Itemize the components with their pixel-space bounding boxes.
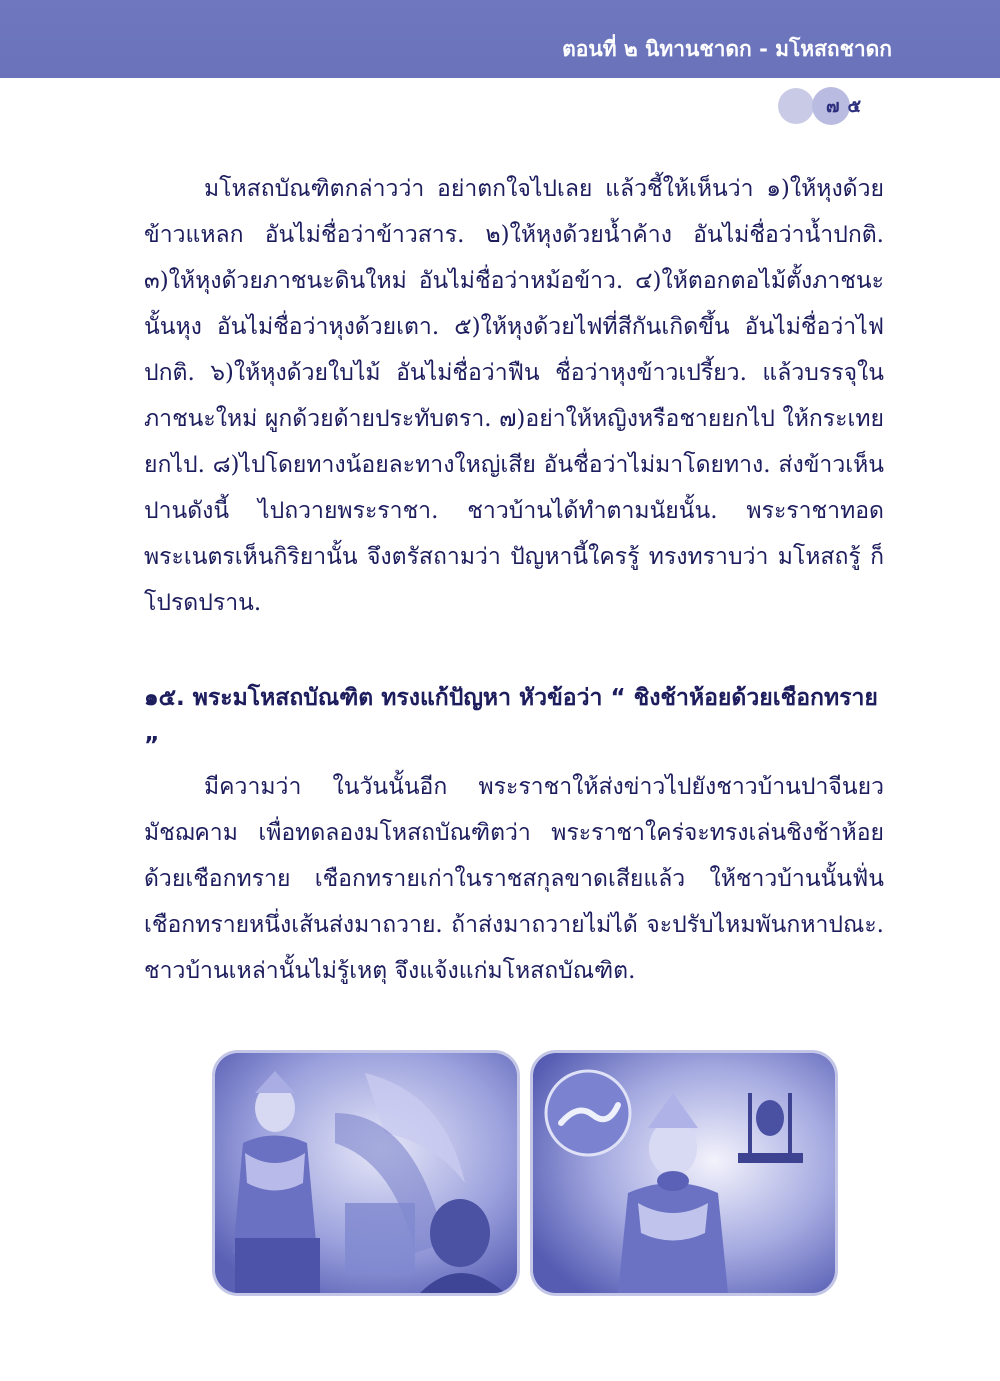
paragraph-2 <box>144 764 884 994</box>
section-heading: ๑๕. พระมโหสถบัณฑิต ทรงแก้ปัญหา หัวข้อว่า “ ชิงช้าห้อยด้วยเชือกทราย ” <box>144 685 878 759</box>
decorative-circle <box>778 88 814 124</box>
page-number-badge <box>778 86 888 126</box>
paragraph-1-text: มโหสถบัณฑิตกล่าวว่า อย่าตกใจไปเลย แล้วชี้ให้เห็นว่า ๑)ให้หุงด้วยข้าวแหลก อันไม่ชื่อว่าข้าวสาร. ๒)ให้หุงด้วยน้ำค้าง อันไม่ชื่อว่าน้ำปกติ. ๓)ให้หุงด้วยภาชนะดินใหม่ อันไม่ชื่อว่าหม้อข้าว. ๔)ให้ตอกตอไม้ตั้งภาชนะนั้นหุง อันไม่ชื่อว่าหุงด้วยเตา. ๕)ให้หุงด้วยไฟที่สีกันเกิดขึ้น อันไม่ชื่อว่าไฟปกติ. ๖)ให้หุงด้วยใบไม้ อันไม่ชื่อว่าฟืน ชื่อว่าหุงข้าวเปรี้ยว. แล้วบรรจุในภาชนะใหม่ ผูกด้วยด้ายประทับตรา. ๗)อย่าให้หญิงหรือชายยกไป ให้กระเทยยกไป. ๘)ไปโดยทางน้อยละทางใหญ่เสีย อันชื่อว่าไม่มาโดยทาง. ส่งข้าวเห็นปานดังนี้ ไปถวายพระราชา. ชาวบ้านได้ทำตามนัยนั้น. พระราชาทอดพระเนตรเห็นกิริยานั้น จึงตรัสถามว่า ปัญหานี้ใครรู้ ทรงทราบว่า มโหสถรู้ ก็โปรดปราน. <box>144 176 884 616</box>
header-band <box>0 0 1000 78</box>
paragraph-2-text: มีความว่า ในวันนั้นอีก พระราชาให้ส่งข่าวไปยังชาวบ้านปาจีนยวมัชฌคาม เพื่อทดลองมโหสถบัณฑิตว่า พระราชาใคร่จะทรงเล่นชิงช้าห้อยด้วยเชือกทราย เชือกทรายเก่าในราชสกุลขาดเสียแล้ว ให้ชาวบ้านนั้นฟั่นเชือกทรายหนึ่งเส้นส่งมาถวาย. ถ้าส่งมาถวายไม่ได้ จะปรับไหมพันกหาปณะ. ชาวบ้านเหล่านั้นไม่รู้เหตุ จึงแจ้งแก่มโหสถบัณฑิต. <box>144 774 884 984</box>
illustration-swing-rope <box>530 1050 838 1296</box>
page-number-text: ๗๕ <box>826 96 870 117</box>
paragraph-1 <box>144 166 884 626</box>
chapter-title: ตอนที่ ๒ นิทานชาดก - มโหสถชาดก <box>562 37 892 61</box>
page-number <box>812 87 870 125</box>
illustration-king-court <box>212 1050 520 1296</box>
